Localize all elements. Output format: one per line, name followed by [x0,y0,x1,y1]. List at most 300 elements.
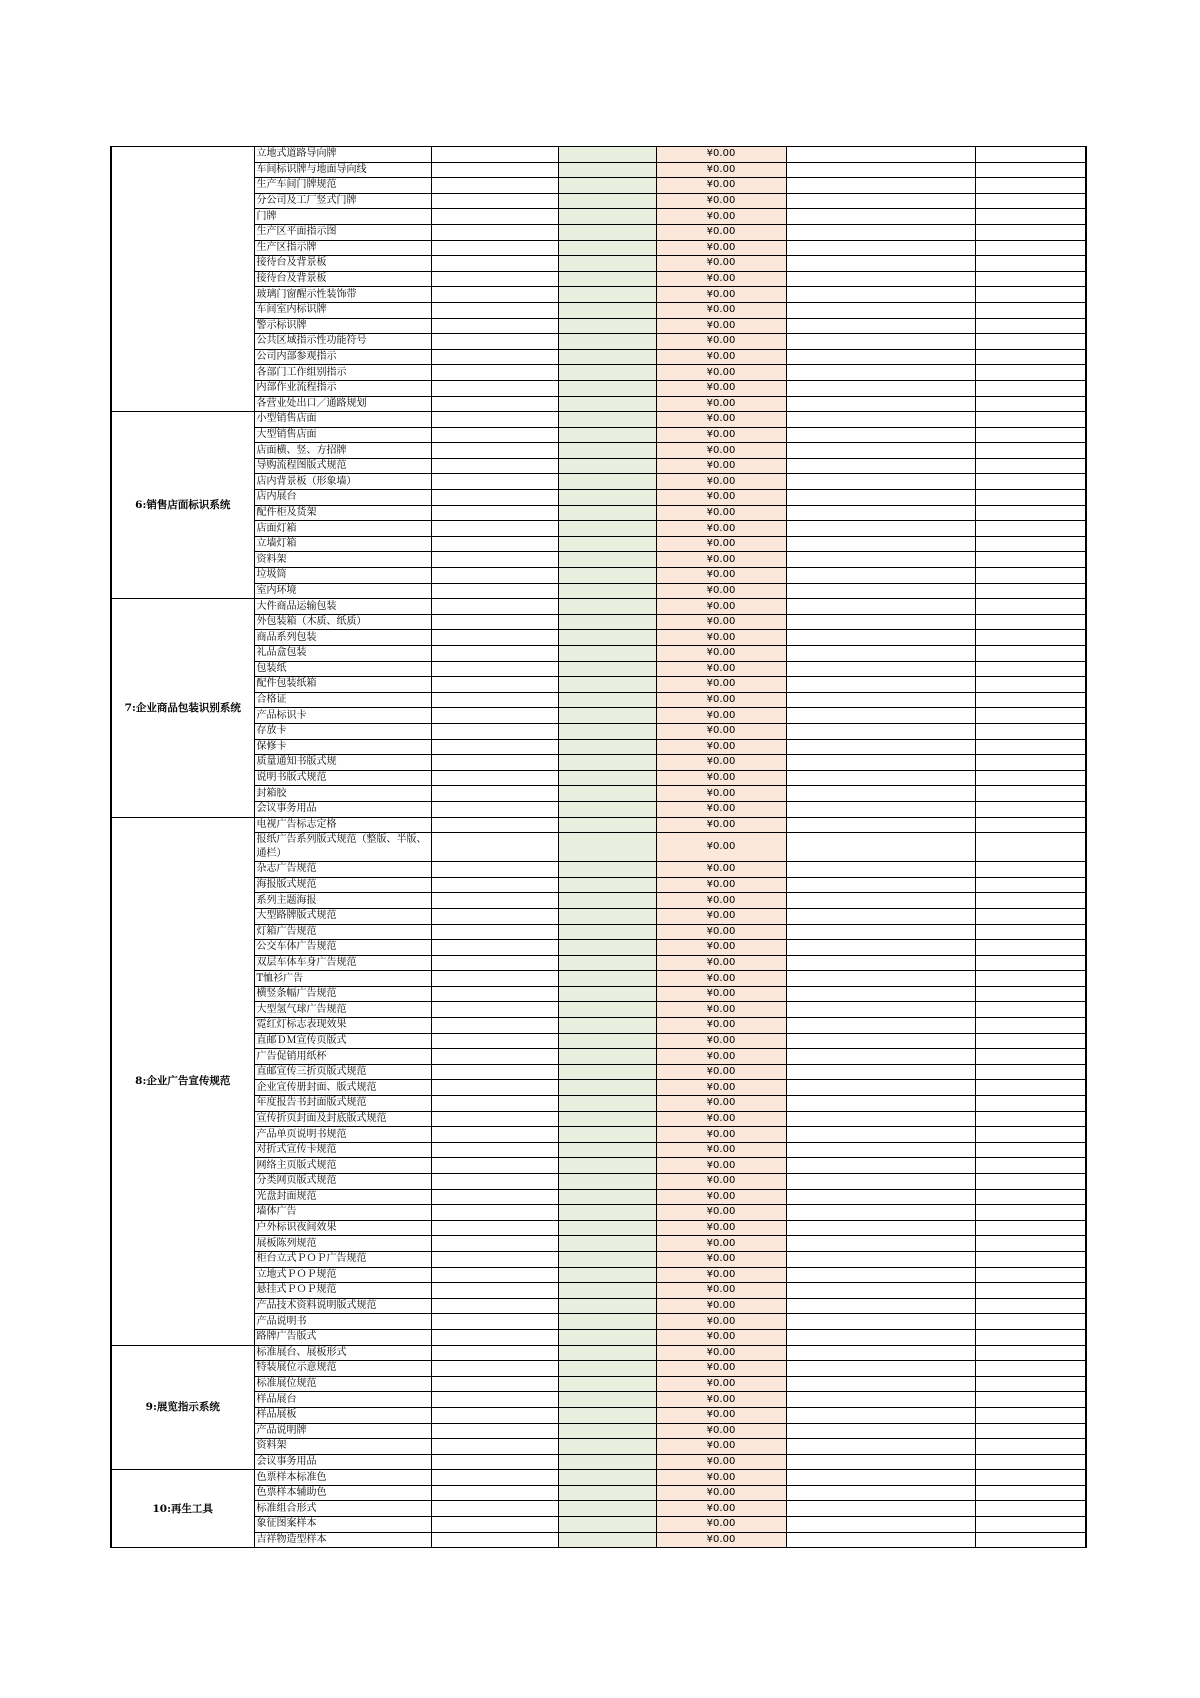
item-name-cell: 横竖条幅广告规范 [254,986,431,1002]
table-row [111,396,1086,412]
item-name-cell: 产品说明书 [254,1314,431,1330]
note-cell [975,412,1086,428]
item-name-cell: 质量通知书版式规 [254,755,431,771]
spec-cell [431,1485,558,1501]
item-name-cell: 玻璃门窗醒示性装饰带 [254,287,431,303]
spec-cell [431,552,558,568]
table-row [111,908,1086,924]
item-name-cell: 公共区域指示性功能符号 [254,334,431,350]
quantity-cell [558,986,656,1002]
note-cell [975,708,1086,724]
price-cell: ¥0.00 [656,614,786,630]
table-row [111,490,1086,506]
quantity-cell [558,1096,656,1112]
spec-cell [431,1174,558,1190]
remark-cell [786,893,975,909]
price-cell: ¥0.00 [656,1361,786,1377]
quantity-cell [558,1407,656,1423]
table-row [111,443,1086,459]
price-cell: ¥0.00 [656,1189,786,1205]
quantity-cell [558,614,656,630]
note-cell [975,1220,1086,1236]
note-cell [975,552,1086,568]
table-row [111,1517,1086,1533]
spec-cell [431,971,558,987]
table-row [111,1220,1086,1236]
table-row [111,1298,1086,1314]
spec-cell [431,708,558,724]
note-cell [975,1454,1086,1470]
quantity-cell [558,1033,656,1049]
price-cell: ¥0.00 [656,1220,786,1236]
item-name-cell: 门牌 [254,209,431,225]
note-cell [975,599,1086,615]
item-name-cell: 霓红灯标志表现效果 [254,1018,431,1034]
item-name-cell: 保修卡 [254,739,431,755]
remark-cell [786,1392,975,1408]
remark-cell [786,817,975,833]
remark-cell [786,1080,975,1096]
table-row [111,1002,1086,1018]
price-cell: ¥0.00 [656,1454,786,1470]
remark-cell [786,1189,975,1205]
spec-cell [431,1267,558,1283]
quantity-cell [558,552,656,568]
item-name-cell: 光盘封面规范 [254,1189,431,1205]
quantity-cell [558,755,656,771]
quantity-cell [558,396,656,412]
spec-cell [431,599,558,615]
spec-cell [431,1314,558,1330]
spec-cell [431,908,558,924]
note-cell [975,1314,1086,1330]
item-name-cell: 大型销售店面 [254,427,431,443]
item-name-cell: 立地式ＰＯＰ规范 [254,1267,431,1283]
note-cell [975,1174,1086,1190]
quantity-cell [558,708,656,724]
note-cell [975,1205,1086,1221]
remark-cell [786,677,975,693]
table-row [111,893,1086,909]
remark-cell [786,334,975,350]
note-cell [975,817,1086,833]
table-row [111,240,1086,256]
table-row [111,1454,1086,1470]
spec-cell [431,1439,558,1455]
spec-cell [431,427,558,443]
price-cell: ¥0.00 [656,1205,786,1221]
quantity-cell [558,877,656,893]
price-cell: ¥0.00 [656,739,786,755]
remark-cell [786,1470,975,1486]
remark-cell [786,1517,975,1533]
spec-cell [431,1376,558,1392]
item-name-cell: 悬挂式ＰＯＰ规范 [254,1283,431,1299]
table-row [111,147,1086,163]
remark-cell [786,349,975,365]
item-name-cell: 会议事务用品 [254,801,431,817]
note-cell [975,755,1086,771]
spec-cell [431,630,558,646]
quantity-cell [558,568,656,584]
table-row [111,1501,1086,1517]
note-cell [975,739,1086,755]
item-name-cell: 配件柜及货架 [254,505,431,521]
table-row [111,955,1086,971]
note-cell [975,178,1086,194]
spec-cell [431,1532,558,1548]
item-name-cell: 报纸广告系列版式规范（整版、半版、通栏） [254,833,431,862]
quantity-cell [558,862,656,878]
table-row [111,224,1086,240]
spec-cell [431,786,558,802]
price-cell: ¥0.00 [656,1174,786,1190]
quantity-cell [558,786,656,802]
spec-cell [431,318,558,334]
note-cell [975,1517,1086,1533]
spec-cell [431,893,558,909]
spec-cell [431,801,558,817]
table-row [111,178,1086,194]
remark-cell [786,396,975,412]
spec-cell [431,147,558,163]
item-name-cell: 立墙灯箱 [254,536,431,552]
spec-cell [431,986,558,1002]
remark-cell [786,723,975,739]
quantity-cell [558,801,656,817]
remark-cell [786,971,975,987]
table-row [111,1283,1086,1299]
note-cell [975,940,1086,956]
category-cell: 10:再生工具 [111,1470,254,1548]
price-cell: ¥0.00 [656,1423,786,1439]
quantity-cell [558,1111,656,1127]
note-cell [975,458,1086,474]
table-row [111,1267,1086,1283]
remark-cell [786,240,975,256]
note-cell [975,770,1086,786]
remark-cell [786,955,975,971]
price-cell: ¥0.00 [656,1033,786,1049]
price-cell: ¥0.00 [656,817,786,833]
table-row [111,661,1086,677]
item-name-cell: 小型销售店面 [254,412,431,428]
spec-cell [431,1251,558,1267]
quantity-cell [558,224,656,240]
spec-cell [431,723,558,739]
spec-cell [431,1111,558,1127]
item-name-cell: 产品标识卡 [254,708,431,724]
table-row [111,646,1086,662]
quantity-cell [558,178,656,194]
table-row [111,1236,1086,1252]
quantity-cell [558,833,656,862]
spec-cell [431,396,558,412]
remark-cell [786,770,975,786]
remark-cell [786,1174,975,1190]
price-cell: ¥0.00 [656,302,786,318]
note-cell [975,692,1086,708]
remark-cell [786,1283,975,1299]
item-name-cell: 外包装箱（木质、纸质） [254,614,431,630]
spec-cell [431,271,558,287]
note-cell [975,1236,1086,1252]
price-cell: ¥0.00 [656,147,786,163]
table-row [111,302,1086,318]
note-cell [975,224,1086,240]
spec-cell [431,1423,558,1439]
item-name-cell: 店内背景板（形象墙） [254,474,431,490]
quantity-cell [558,599,656,615]
price-cell: ¥0.00 [656,893,786,909]
price-cell: ¥0.00 [656,365,786,381]
quantity-cell [558,817,656,833]
remark-cell [786,1361,975,1377]
quantity-cell [558,1127,656,1143]
quantity-cell [558,1283,656,1299]
price-cell: ¥0.00 [656,630,786,646]
item-name-cell: 公司内部参观指示 [254,349,431,365]
note-cell [975,1283,1086,1299]
table-row [111,1392,1086,1408]
table-row [111,1064,1086,1080]
item-name-cell: 资料架 [254,552,431,568]
price-cell: ¥0.00 [656,271,786,287]
spec-cell [431,365,558,381]
price-cell: ¥0.00 [656,521,786,537]
price-cell: ¥0.00 [656,1501,786,1517]
remark-cell [786,1423,975,1439]
table-row [111,1314,1086,1330]
remark-cell [786,614,975,630]
remark-cell [786,646,975,662]
table-row [111,1127,1086,1143]
table-row [111,833,1086,862]
note-cell [975,801,1086,817]
price-cell: ¥0.00 [656,334,786,350]
spec-cell [431,1096,558,1112]
spec-cell [431,256,558,272]
quantity-cell [558,349,656,365]
remark-cell [786,1236,975,1252]
remark-cell [786,536,975,552]
table-row [111,349,1086,365]
table-row [111,1532,1086,1548]
item-name-cell: 企业宣传册封面、版式规范 [254,1080,431,1096]
price-cell: ¥0.00 [656,443,786,459]
table-row [111,614,1086,630]
item-name-cell: 吉祥物造型样本 [254,1532,431,1548]
spec-cell [431,490,558,506]
item-name-cell: 对折式宣传卡规范 [254,1142,431,1158]
quantity-cell [558,1298,656,1314]
spec-cell [431,755,558,771]
quantity-cell [558,536,656,552]
remark-cell [786,692,975,708]
spec-cell [431,1345,558,1361]
remark-cell [786,986,975,1002]
quantity-cell [558,955,656,971]
quantity-cell [558,1220,656,1236]
item-name-cell: 分类网页版式规范 [254,1174,431,1190]
quantity-cell [558,1174,656,1190]
item-name-cell: 象征图案样本 [254,1517,431,1533]
price-cell: ¥0.00 [656,877,786,893]
note-cell [975,630,1086,646]
quantity-cell [558,770,656,786]
table-row [111,770,1086,786]
item-name-cell: 双层车体车身广告规范 [254,955,431,971]
price-cell: ¥0.00 [656,924,786,940]
spec-cell [431,924,558,940]
quantity-cell [558,256,656,272]
note-cell [975,521,1086,537]
price-cell: ¥0.00 [656,209,786,225]
quantity-cell [558,1361,656,1377]
remark-cell [786,1220,975,1236]
table-row [111,318,1086,334]
remark-cell [786,1096,975,1112]
price-cell: ¥0.00 [656,940,786,956]
item-name-cell: 配件包装纸箱 [254,677,431,693]
table-row [111,739,1086,755]
remark-cell [786,1018,975,1034]
price-cell: ¥0.00 [656,801,786,817]
quantity-cell [558,318,656,334]
price-cell: ¥0.00 [656,1329,786,1345]
price-cell: ¥0.00 [656,1142,786,1158]
quantity-cell [558,1392,656,1408]
price-cell: ¥0.00 [656,1283,786,1299]
table-row [111,1142,1086,1158]
remark-cell [786,583,975,599]
spec-cell [431,287,558,303]
note-cell [975,1251,1086,1267]
spec-cell [431,817,558,833]
price-cell: ¥0.00 [656,240,786,256]
table-row [111,458,1086,474]
item-name-cell: 接待台及背景板 [254,256,431,272]
price-cell: ¥0.00 [656,318,786,334]
price-cell: ¥0.00 [656,723,786,739]
table-row [111,1049,1086,1065]
spec-cell [431,1205,558,1221]
remark-cell [786,193,975,209]
item-name-cell: 电视广告标志定格 [254,817,431,833]
price-cell: ¥0.00 [656,193,786,209]
table-row [111,971,1086,987]
note-cell [975,955,1086,971]
table-row [111,817,1086,833]
remark-cell [786,318,975,334]
quantity-cell [558,1064,656,1080]
price-cell: ¥0.00 [656,986,786,1002]
note-cell [975,396,1086,412]
item-name-cell: 产品说明牌 [254,1423,431,1439]
note-cell [975,318,1086,334]
price-cell: ¥0.00 [656,755,786,771]
quantity-cell [558,474,656,490]
note-cell [975,365,1086,381]
remark-cell [786,1205,975,1221]
remark-cell [786,474,975,490]
remark-cell [786,1033,975,1049]
remark-cell [786,1439,975,1455]
quantity-cell [558,692,656,708]
remark-cell [786,801,975,817]
category-cell: 9:展览指示系统 [111,1345,254,1470]
table-row [111,755,1086,771]
price-cell: ¥0.00 [656,349,786,365]
remark-cell [786,599,975,615]
item-name-cell: 年度报告书封面版式规范 [254,1096,431,1112]
item-name-cell: 导购流程图版式规范 [254,458,431,474]
quantity-cell [558,1049,656,1065]
item-name-cell: 生产区指示牌 [254,240,431,256]
item-name-cell: 店内展台 [254,490,431,506]
table-row [111,1407,1086,1423]
quotation-table [110,146,1087,1548]
note-cell [975,334,1086,350]
remark-cell [786,924,975,940]
quantity-cell [558,646,656,662]
price-cell: ¥0.00 [656,1532,786,1548]
price-cell: ¥0.00 [656,1002,786,1018]
remark-cell [786,862,975,878]
item-name-cell: 各部门工作组别指示 [254,365,431,381]
note-cell [975,677,1086,693]
table-row [111,162,1086,178]
remark-cell [786,1002,975,1018]
quantity-cell [558,677,656,693]
table-row [111,552,1086,568]
note-cell [975,162,1086,178]
item-name-cell: 墙体广告 [254,1205,431,1221]
item-name-cell: 标准展位规范 [254,1376,431,1392]
price-cell: ¥0.00 [656,692,786,708]
quantity-cell [558,1501,656,1517]
spec-cell [431,1283,558,1299]
price-cell: ¥0.00 [656,490,786,506]
table-row [111,924,1086,940]
note-cell [975,786,1086,802]
spec-cell [431,614,558,630]
note-cell [975,256,1086,272]
quantity-cell [558,1517,656,1533]
item-name-cell: 生产车间门牌规范 [254,178,431,194]
table-row [111,692,1086,708]
remark-cell [786,1314,975,1330]
spec-cell [431,661,558,677]
price-cell: ¥0.00 [656,786,786,802]
spec-cell [431,692,558,708]
remark-cell [786,1407,975,1423]
spec-cell [431,877,558,893]
remark-cell [786,505,975,521]
price-cell: ¥0.00 [656,708,786,724]
table-row [111,1345,1086,1361]
price-cell: ¥0.00 [656,646,786,662]
table-row [111,1174,1086,1190]
note-cell [975,924,1086,940]
price-cell: ¥0.00 [656,1345,786,1361]
note-cell [975,971,1086,987]
item-name-cell: 资料架 [254,1439,431,1455]
table-row [111,1361,1086,1377]
spec-cell [431,1002,558,1018]
item-name-cell: T恤衫广告 [254,971,431,987]
item-name-cell: 灯箱广告规范 [254,924,431,940]
